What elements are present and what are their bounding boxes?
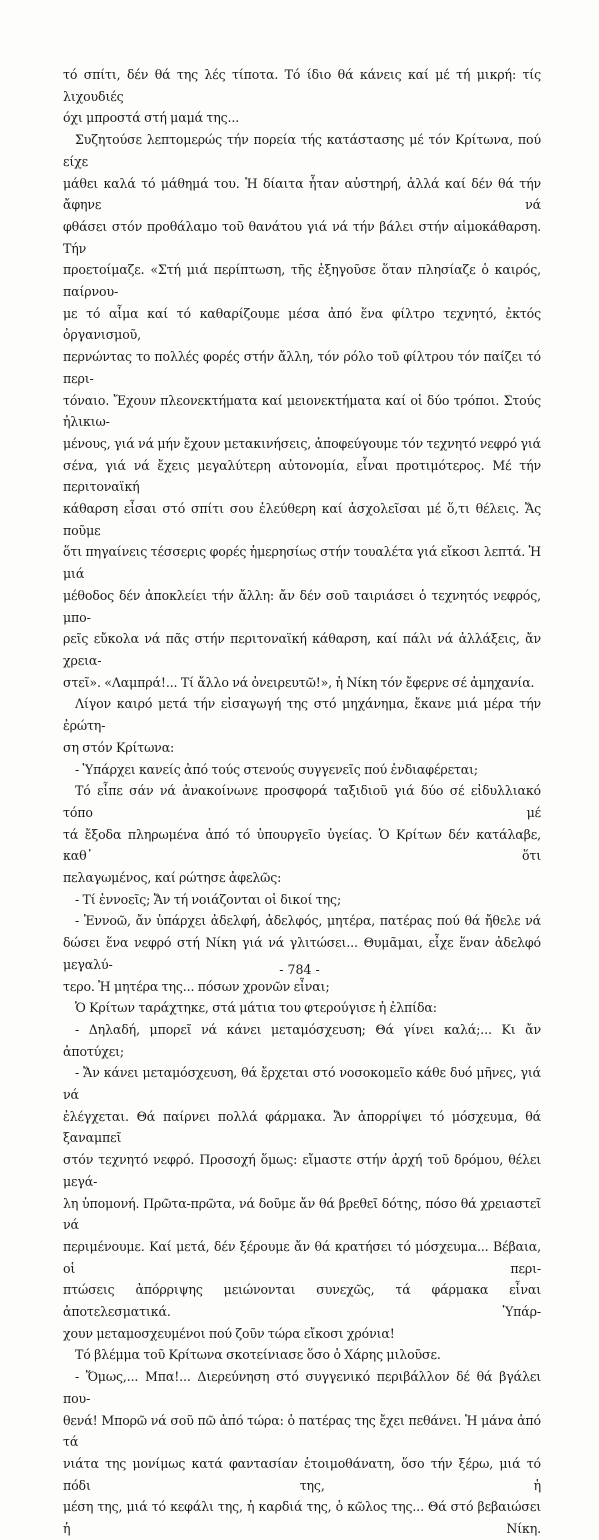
- text-line: Τό βλέμμα τοῦ Κρίτωνα σκοτείνιασε ὅσο ὁ Χάρης μιλοῦσε.: [75, 1347, 441, 1363]
- text-line: σένα, γιά νά ἔχεις μεγαλύτερη αὐτονομία, εἶναι προτιμότερος. Μέ τήν περιτοναϊκή: [63, 457, 541, 495]
- text-line: όχι μπροστά στή μαμά της...: [63, 110, 240, 126]
- text-line: με τό αἷμα καί τό καθαρίζουμε μέσα ἀπό ἕνα φίλτρο τεχνητό, ἐκτός ὀργανισμοῦ,: [63, 305, 541, 343]
- page-body: [63, 64, 541, 1540]
- text-line: στόν τεχνητό νεφρό. Προσοχή ὅμως: εἴμαστε στήν ἀρχή τοῦ δρόμου, θέλει μεγά-: [63, 1152, 541, 1189]
- text-line: πτώσεις ἀπόρριψης μειώνονται συνεχῶς, τά φάρμακα εἶναι ἀποτελεσματικά. Ὑπάρ-: [63, 1282, 541, 1320]
- text-line: περιμένουμε. Καί μετά, δέν ξέρουμε ἄν θά κρατήσει τό μόσχευμα... Βέβαια, οἱ περι-: [63, 1238, 541, 1276]
- text-line: μέση της, μιά τό κεφάλι της, ἡ καρδιά της, ὁ κῶλος της... Θά στό βεβαιώσει ἡ Νίκη.: [63, 1499, 541, 1537]
- text-line: λη ὑπομονή. Πρῶτα-πρῶτα, νά δοῦμε ἄν θά βρεθεῖ δότης, πόσο θά χρειαστεῖ νά: [63, 1195, 541, 1233]
- text-line: μένους, γιά νά μήν ἔχουν μετακινήσεις, ἀποφεύγουμε τόν τεχνητό νεφρό γιά: [63, 435, 541, 451]
- text-line: μάθει καλά τό μάθημά του. Ἡ δίαιτα ἦταν αὐστηρή, ἀλλά καί δέν θά τήν ἄφηνε νά: [63, 175, 541, 213]
- text-line: - Ὅμως,... Μπα!... Διερεύνηση στό συγγενικό περιβάλλον δέ θά βγάλει που-: [63, 1369, 541, 1406]
- text-line: προετοίμαζε. «Στή μιά περίπτωση, τῆς ἐξηγοῦσε ὅταν πλησίαζε ὁ καιρός, παίρνου-: [63, 262, 541, 300]
- text-line: ρεῖς εὔκολα νά πᾶς στήν περιτοναϊκή κάθαρση, καί πάλι νά ἀλλάξεις, ἄν χρεια-: [63, 631, 541, 668]
- text-line: - Ἐννοῶ, ἄν ὑπάρχει ἀδελφή, ἀδελφός, μητέρα, πατέρας πού θά ἤθελε νά: [75, 913, 541, 929]
- text-line: - Δηλαδή, μπορεῖ νά κάνει μεταμόσχευση; Θά γίνει καλά;... Κι ἄν ἀποτύχει;: [63, 1021, 541, 1059]
- text-line: - Ἄν κάνει μεταμόσχευση, θά ἔρχεται στό νοσοκομεῖο κάθε δυό μῆνες, γιά νά: [63, 1065, 541, 1103]
- text-line: μέθοδος δέν ἀποκλείει τήν ἄλλη: ἄν δέν σοῦ ταιριάσει ὁ τεχνητός νεφρός, μπο-: [63, 587, 541, 625]
- text-line: Τό εἶπε σάν νά ἀνακοίνωνε προσφορά ταξιδιοῦ γιά δύο σέ εἰδυλλιακό τόπο μέ: [63, 783, 541, 820]
- text-line: ση στόν Κρίτωνα:: [63, 739, 175, 755]
- text-line: τερο. Ἡ μητέρα της... πόσων χρονῶν εἶναι;: [63, 978, 330, 994]
- text-line: τόναιο. Ἔχουν πλεονεκτήματα καί μειονεκτήματα καί οἱ δύο τρόποι. Στούς ἠλικιω-: [63, 392, 541, 430]
- text-line: χουν μεταμοσχευμένοι πού ζοῦν τώρα εἴκοσι χρόνια!: [63, 1325, 395, 1341]
- text-line: κάθαρση εἶσαι στό σπίτι σου ἐλεύθερη καί ἀσχολεῖσαι μέ ὅ,τι θέλεις. Ἄς ποῦμε: [63, 501, 541, 538]
- text-line: στεῖ». «Λαμπρά!... Τί ἄλλο νά ὀνειρευτῶ!», ἡ Νίκη τόν ἔφερνε σέ ἀμηχανία.: [63, 674, 535, 690]
- text-line: Λίγον καιρό μετά τήν εἰσαγωγή της στό μηχάνημα, ἔκανε μιά μέρα τήν ἐρώτη-: [63, 696, 541, 734]
- text-line: τά ἔξοδα πληρωμένα ἀπό τό ὑπουργεῖο ὑγείας. Ὁ Κρίτων δέν κατάλαβε, καθ᾽ ὅτι: [63, 826, 541, 864]
- text-line: ἐλέγχεται. Θά παίρνει πολλά φάρμακα. Ἄν ἀπορρίψει τό μόσχευμα, θά ξαναμπεῖ: [63, 1108, 541, 1146]
- text-line: - Ὑπάρχει κανείς ἀπό τούς στενούς συγγενεῖς πού ἐνδιαφέρεται;: [75, 761, 479, 777]
- text-line: θενά! Μπορῶ νά σοῦ πῶ ἀπό τώρα: ὁ πατέρας της ἔχει πεθάνει. Ἡ μάνα ἀπό τά: [63, 1412, 541, 1450]
- text-line: φθάσει στόν προθάλαμο τοῦ θανάτου γιά νά τήν βάλει στήν αἱμοκάθαρση. Τήν: [63, 218, 541, 256]
- text-line: νιάτα της μονίμως κατά φαντασίαν ἑτοιμοθάνατη, ὅσο τήν ξέρω, μιά τό πόδι της, ἡ: [63, 1456, 541, 1493]
- text-line: πελαγωμένος, καί ρώτησε ἀφελῶς:: [63, 870, 282, 886]
- text-line: δώσει ἕνα νεφρό στή Νίκη γιά νά γλιτώσει... Θυμᾶμαι, εἶχε ἕναν ἀδελφό μεγαλύ-: [63, 935, 541, 972]
- text-line: - Τί ἐννοεῖς; Ἄν τή νοιάζονται οἱ δικοί της;: [75, 891, 342, 907]
- text-line: Συζητούσε λεπτομερώς τήν πορεία τής κατάστασης μέ τόν Κρίτωνα, πού είχε: [63, 132, 541, 169]
- text-line: τό σπίτι, δέν θά της λές τίποτα. Τό ίδιο θά κάνεις καί μέ τή μικρή: τίς λιχουδιές: [63, 67, 541, 104]
- text-line: περνώντας το πολλές φορές στήν ἄλλη, τόν ρόλο τοῦ φίλτρου τόν παίζει τό περι-: [63, 349, 541, 386]
- text-line: Ὁ Κρίτων ταράχτηκε, στά μάτια του φτερούγισε ἡ ἐλπίδα:: [75, 1000, 437, 1016]
- page-number: - 784 -: [279, 962, 320, 977]
- text-line: ὅτι πηγαίνεις τέσσερις φορές ἡμερησίως στήν τουαλέτα γιά εἴκοσι λεπτά. Ἡ μιά: [63, 544, 541, 582]
